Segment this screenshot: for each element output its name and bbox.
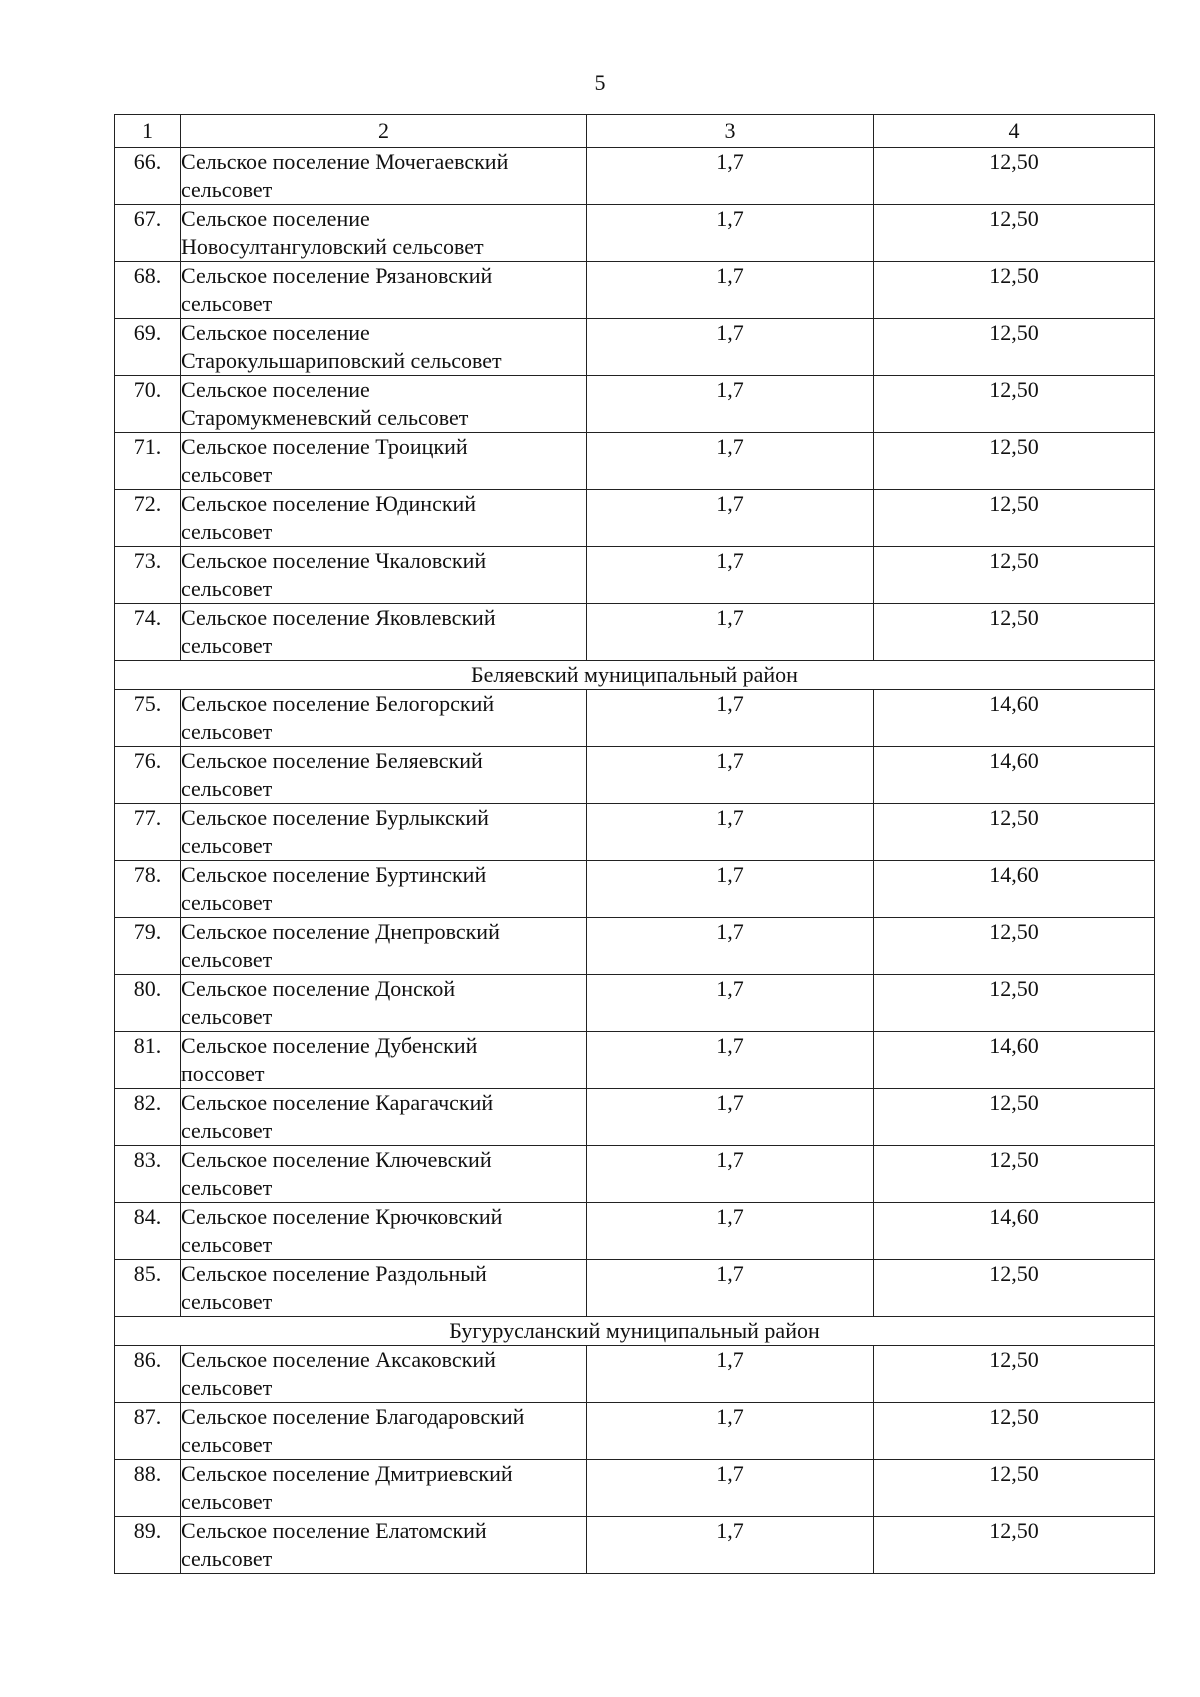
col-4-value: 14,60 bbox=[874, 1203, 1155, 1260]
row-number: 78. bbox=[115, 861, 181, 918]
settlement-name-line-1: Сельское поселение Донской bbox=[181, 976, 456, 1001]
col-4-value: 12,50 bbox=[874, 975, 1155, 1032]
settlement-name-line-1: Сельское поселение Аксаковский bbox=[181, 1347, 496, 1372]
section-header-row bbox=[115, 1317, 1155, 1346]
settlement-name-cell bbox=[181, 747, 587, 804]
table-row bbox=[115, 747, 1155, 804]
table-row bbox=[115, 262, 1155, 319]
settlement-name-line-2: сельсовет bbox=[181, 576, 273, 601]
row-number: 83. bbox=[115, 1146, 181, 1203]
header-col-1: 1 bbox=[115, 115, 181, 148]
table-row bbox=[115, 690, 1155, 747]
row-number: 81. bbox=[115, 1032, 181, 1089]
col-4-value: 14,60 bbox=[874, 747, 1155, 804]
row-number: 84. bbox=[115, 1203, 181, 1260]
settlement-name-line-1: Сельское поселение Яковлевский bbox=[181, 605, 496, 630]
settlement-name-line-2: Новосултангуловский сельсовет bbox=[181, 234, 484, 259]
header-row bbox=[115, 115, 1155, 148]
settlement-name-line-1: Сельское поселение Ключевский bbox=[181, 1147, 492, 1172]
settlement-name-cell bbox=[181, 1403, 587, 1460]
table-row bbox=[115, 861, 1155, 918]
settlement-name-line-1: Сельское поселение Беляевский bbox=[181, 748, 483, 773]
col-4-value: 12,50 bbox=[874, 490, 1155, 547]
settlement-name-line-2: сельсовет bbox=[181, 1232, 273, 1257]
table-row bbox=[115, 1032, 1155, 1089]
col-4-value: 12,50 bbox=[874, 1460, 1155, 1517]
table-row bbox=[115, 1346, 1155, 1403]
page-number: 5 bbox=[594, 70, 606, 95]
col-4-value: 12,50 bbox=[874, 918, 1155, 975]
settlement-name-cell bbox=[181, 1032, 587, 1089]
settlement-name-line-1: Сельское поселение Чкаловский bbox=[181, 548, 487, 573]
col-4-value: 12,50 bbox=[874, 547, 1155, 604]
col-3-value: 1,7 bbox=[587, 205, 874, 262]
table-row bbox=[115, 975, 1155, 1032]
col-3-value: 1,7 bbox=[587, 1346, 874, 1403]
header-col-3: 3 bbox=[587, 115, 874, 148]
table-row bbox=[115, 490, 1155, 547]
settlement-name-line-1: Сельское поселение Буртинский bbox=[181, 862, 487, 887]
row-number: 68. bbox=[115, 262, 181, 319]
col-3-value: 1,7 bbox=[587, 1517, 874, 1574]
table-row bbox=[115, 319, 1155, 376]
col-4-value: 12,50 bbox=[874, 1146, 1155, 1203]
settlement-name-line-2: сельсовет bbox=[181, 177, 273, 202]
settlement-name-cell bbox=[181, 1089, 587, 1146]
col-4-value: 14,60 bbox=[874, 690, 1155, 747]
settlement-name-line-2: сельсовет bbox=[181, 890, 273, 915]
settlement-name-cell bbox=[181, 319, 587, 376]
row-number: 71. bbox=[115, 433, 181, 490]
col-4-value: 12,50 bbox=[874, 1517, 1155, 1574]
col-3-value: 1,7 bbox=[587, 918, 874, 975]
settlement-name-line-2: сельсовет bbox=[181, 1432, 273, 1457]
settlement-name-line-2: сельсовет bbox=[181, 1546, 273, 1571]
table-row bbox=[115, 1203, 1155, 1260]
col-3-value: 1,7 bbox=[587, 319, 874, 376]
settlement-name-cell bbox=[181, 490, 587, 547]
table-row bbox=[115, 433, 1155, 490]
row-number: 75. bbox=[115, 690, 181, 747]
settlement-name-line-1: Сельское поселение Белогорский bbox=[181, 691, 495, 716]
row-number: 88. bbox=[115, 1460, 181, 1517]
table-row bbox=[115, 1089, 1155, 1146]
settlements-table bbox=[114, 114, 1155, 1574]
col-4-value: 12,50 bbox=[874, 376, 1155, 433]
settlement-name-cell bbox=[181, 804, 587, 861]
settlement-name-cell bbox=[181, 1517, 587, 1574]
col-3-value: 1,7 bbox=[587, 975, 874, 1032]
col-3-value: 1,7 bbox=[587, 804, 874, 861]
col-4-value: 12,50 bbox=[874, 604, 1155, 661]
settlement-name-line-1: Сельское поселение bbox=[181, 377, 370, 402]
table-row bbox=[115, 205, 1155, 262]
row-number: 69. bbox=[115, 319, 181, 376]
settlement-name-line-1: Сельское поселение Благодаровский bbox=[181, 1404, 525, 1429]
row-number: 73. bbox=[115, 547, 181, 604]
col-3-value: 1,7 bbox=[587, 1403, 874, 1460]
row-number: 86. bbox=[115, 1346, 181, 1403]
row-number: 87. bbox=[115, 1403, 181, 1460]
row-number: 79. bbox=[115, 918, 181, 975]
col-3-value: 1,7 bbox=[587, 1203, 874, 1260]
col-4-value: 12,50 bbox=[874, 1346, 1155, 1403]
settlement-name-line-1: Сельское поселение bbox=[181, 206, 370, 231]
settlement-name-line-2: сельсовет bbox=[181, 519, 273, 544]
section-title: Бугурусланский муниципальный район bbox=[115, 1317, 1155, 1346]
col-3-value: 1,7 bbox=[587, 1146, 874, 1203]
row-number: 67. bbox=[115, 205, 181, 262]
settlement-name-line-2: сельсовет bbox=[181, 1489, 273, 1514]
settlement-name-line-1: Сельское поселение Дубенский bbox=[181, 1033, 478, 1058]
settlement-name-line-2: сельсовет bbox=[181, 462, 273, 487]
settlement-name-line-1: Сельское поселение Днепровский bbox=[181, 919, 500, 944]
col-4-value: 12,50 bbox=[874, 1089, 1155, 1146]
header-col-2: 2 bbox=[181, 115, 587, 148]
settlement-name-cell bbox=[181, 376, 587, 433]
settlement-name-cell bbox=[181, 1146, 587, 1203]
settlement-name-cell bbox=[181, 262, 587, 319]
col-3-value: 1,7 bbox=[587, 1089, 874, 1146]
col-4-value: 12,50 bbox=[874, 148, 1155, 205]
table-row bbox=[115, 918, 1155, 975]
row-number: 74. bbox=[115, 604, 181, 661]
settlement-name-line-1: Сельское поселение Мочегаевский bbox=[181, 149, 509, 174]
settlement-name-line-1: Сельское поселение Бурлыкский bbox=[181, 805, 489, 830]
settlement-name-line-1: Сельское поселение Карагачский bbox=[181, 1090, 494, 1115]
col-3-value: 1,7 bbox=[587, 861, 874, 918]
col-3-value: 1,7 bbox=[587, 376, 874, 433]
table-body bbox=[115, 148, 1155, 1574]
settlement-name-cell bbox=[181, 604, 587, 661]
table-row bbox=[115, 1517, 1155, 1574]
row-number: 85. bbox=[115, 1260, 181, 1317]
row-number: 89. bbox=[115, 1517, 181, 1574]
col-4-value: 12,50 bbox=[874, 1403, 1155, 1460]
table-row bbox=[115, 547, 1155, 604]
settlement-name-cell bbox=[181, 1203, 587, 1260]
settlement-name-line-2: сельсовет bbox=[181, 1175, 273, 1200]
settlement-name-cell bbox=[181, 547, 587, 604]
settlement-name-line-2: сельсовет bbox=[181, 1375, 273, 1400]
col-4-value: 12,50 bbox=[874, 1260, 1155, 1317]
table-row bbox=[115, 804, 1155, 861]
col-3-value: 1,7 bbox=[587, 1032, 874, 1089]
col-3-value: 1,7 bbox=[587, 262, 874, 319]
settlement-name-line-1: Сельское поселение Троицкий bbox=[181, 434, 468, 459]
row-number: 70. bbox=[115, 376, 181, 433]
settlement-name-cell bbox=[181, 975, 587, 1032]
col-4-value: 12,50 bbox=[874, 319, 1155, 376]
settlement-name-cell bbox=[181, 861, 587, 918]
settlement-name-cell bbox=[181, 1460, 587, 1517]
settlement-name-cell bbox=[181, 690, 587, 747]
col-3-value: 1,7 bbox=[587, 747, 874, 804]
row-number: 76. bbox=[115, 747, 181, 804]
settlement-name-line-1: Сельское поселение Юдинский bbox=[181, 491, 477, 516]
settlement-name-line-2: сельсовет bbox=[181, 947, 273, 972]
settlement-name-line-2: сельсовет bbox=[181, 776, 273, 801]
settlement-name-cell bbox=[181, 1346, 587, 1403]
settlement-name-line-2: сельсовет bbox=[181, 719, 273, 744]
settlement-name-cell bbox=[181, 918, 587, 975]
row-number: 72. bbox=[115, 490, 181, 547]
col-3-value: 1,7 bbox=[587, 1460, 874, 1517]
settlement-name-line-1: Сельское поселение bbox=[181, 320, 370, 345]
col-3-value: 1,7 bbox=[587, 490, 874, 547]
row-number: 82. bbox=[115, 1089, 181, 1146]
settlement-name-line-1: Сельское поселение Раздольный bbox=[181, 1261, 487, 1286]
settlement-name-line-1: Сельское поселение Рязановский bbox=[181, 263, 493, 288]
table-row bbox=[115, 1460, 1155, 1517]
col-4-value: 12,50 bbox=[874, 433, 1155, 490]
table-row bbox=[115, 1403, 1155, 1460]
settlement-name-cell bbox=[181, 433, 587, 490]
row-number: 80. bbox=[115, 975, 181, 1032]
col-3-value: 1,7 bbox=[587, 690, 874, 747]
section-header-row bbox=[115, 661, 1155, 690]
section-title: Беляевский муниципальный район bbox=[115, 661, 1155, 690]
col-4-value: 14,60 bbox=[874, 1032, 1155, 1089]
col-4-value: 12,50 bbox=[874, 804, 1155, 861]
settlement-name-cell bbox=[181, 1260, 587, 1317]
settlement-name-line-2: сельсовет bbox=[181, 1004, 273, 1029]
settlement-name-line-2: Старомукменевский сельсовет bbox=[181, 405, 469, 430]
settlement-name-line-1: Сельское поселение Крючковский bbox=[181, 1204, 503, 1229]
col-3-value: 1,7 bbox=[587, 604, 874, 661]
settlement-name-line-1: Сельское поселение Дмитриевский bbox=[181, 1461, 513, 1486]
header-col-4: 4 bbox=[874, 115, 1155, 148]
settlement-name-cell bbox=[181, 148, 587, 205]
table-row bbox=[115, 1260, 1155, 1317]
col-4-value: 12,50 bbox=[874, 262, 1155, 319]
settlement-name-line-2: сельсовет bbox=[181, 833, 273, 858]
settlement-name-line-2: поссовет bbox=[181, 1061, 265, 1086]
col-3-value: 1,7 bbox=[587, 148, 874, 205]
row-number: 66. bbox=[115, 148, 181, 205]
table-row bbox=[115, 376, 1155, 433]
settlement-name-line-2: сельсовет bbox=[181, 291, 273, 316]
settlement-name-line-2: Старокульшариповский сельсовет bbox=[181, 348, 502, 373]
settlement-name-line-2: сельсовет bbox=[181, 1118, 273, 1143]
row-number: 77. bbox=[115, 804, 181, 861]
settlement-name-cell bbox=[181, 205, 587, 262]
settlement-name-line-2: сельсовет bbox=[181, 633, 273, 658]
col-4-value: 14,60 bbox=[874, 861, 1155, 918]
col-3-value: 1,7 bbox=[587, 433, 874, 490]
table-row bbox=[115, 1146, 1155, 1203]
col-4-value: 12,50 bbox=[874, 205, 1155, 262]
col-3-value: 1,7 bbox=[587, 547, 874, 604]
table-header bbox=[115, 115, 1155, 148]
table-row bbox=[115, 604, 1155, 661]
settlement-name-line-2: сельсовет bbox=[181, 1289, 273, 1314]
col-3-value: 1,7 bbox=[587, 1260, 874, 1317]
table-row bbox=[115, 148, 1155, 205]
settlement-name-line-1: Сельское поселение Елатомский bbox=[181, 1518, 487, 1543]
